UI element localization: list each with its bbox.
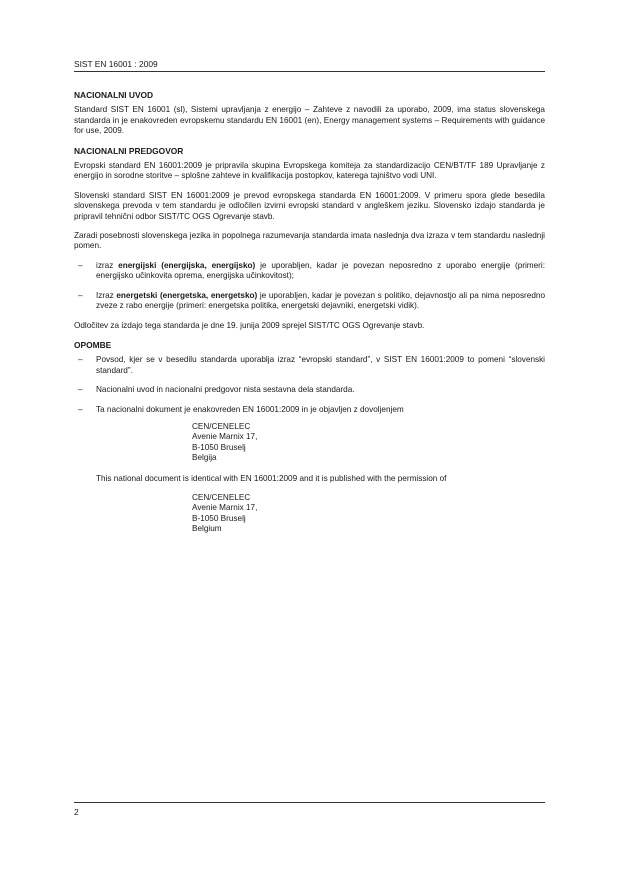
- dash-bullet: –: [78, 260, 83, 270]
- address-line: Avenie Marnix 17,: [192, 432, 258, 442]
- term-energetski: energetski (energetska, energetsko): [116, 290, 258, 300]
- note-english: This national document is identical with EN 16001:2009 and it is published with the permission of: [96, 473, 447, 483]
- address-line: CEN/CENELEC: [192, 492, 251, 502]
- predgovor-paragraph-2: Slovenski standard SIST EN 16001:2009 je prevod evropskega standarda EN 16001:2009. V primeru spora glede besedila slovenskega prevoda v tem standardu je odločilen izvirni evropski standard v angleškem jeziku. Slovensko izdajo standarda je pripravil tehnični odbor SIST/TC OGS Ogrevanje stavb.: [74, 190, 545, 221]
- notes-list: [74, 355, 545, 415]
- page-footer: [74, 802, 545, 817]
- address-line: B-1050 Bruselj: [192, 513, 246, 523]
- list-item: – izraz energijski (energijska, energijsko) je uporabljen, kadar je povezan neposredno z uporabo energije (primeri: energijsko učinkovita oprema, energijska učinkovitost);: [78, 260, 546, 281]
- page-number: 2: [74, 807, 79, 817]
- dash-bullet: –: [78, 385, 83, 395]
- dash-bullet: –: [78, 355, 83, 365]
- term-energijski: energijski (energijska, energijsko): [118, 260, 256, 270]
- address-line: Avenie Marnix 17,: [192, 503, 258, 513]
- heading-opombe: OPOMBE: [74, 339, 112, 350]
- terms-list: [74, 261, 545, 312]
- list-item: – Ta nacionalni dokument je enakovreden EN 16001:2009 in je objavljen z dovoljenjem: [78, 404, 404, 414]
- header-title: SIST EN 16001 : 2009: [74, 59, 158, 69]
- list-item: – Povsod, kjer se v besedilu standarda uporablja izraz “evropski standard”, v SIST EN 16001:2009 to pomeni “slovenski standard”.: [78, 355, 545, 375]
- section-nacionalni-predgovor: [74, 146, 545, 331]
- page-header: [74, 59, 545, 72]
- dash-bullet: –: [78, 404, 83, 414]
- heading-nacionalni-predgovor: NACIONALNI PREDGOVOR: [74, 145, 184, 156]
- address-line: Belgium: [192, 524, 222, 534]
- uvod-paragraph: Standard SIST EN 16001 (sl), Sistemi upravljanja z energijo – Zahteve z navodili za uporabo, 2009, ima status slovenskega standarda in je enakovreden evropskemu standardu EN 16001 (en), Energy management systems – Requirements with guidance for use, 2009.: [74, 105, 545, 136]
- address-line: Belgija: [192, 453, 217, 463]
- list-item: – Izraz energetski (energetska, energetsko) je uporabljen, kadar je povezan s politiko, dejavnostjo ali pa nima neposredno zveze z rabo energije (primeri: energetska politika, energetski dejavniki, energetski vidik).: [78, 290, 545, 311]
- address-line: CEN/CENELEC: [192, 421, 251, 431]
- predgovor-paragraph-1: Evropski standard EN 16001:2009 je pripravila skupina Evropskega komiteja za standardizacijo CEN/BT/TF 189 Upravljanje z energijo in sorodne storitve – splošne zahteve in kvalifikacija postopkov, katerega tajništvo vodi UNI.: [74, 161, 545, 181]
- list-item: – Nacionalni uvod in nacionalni predgovor nista sestavna dela standarda.: [78, 385, 355, 395]
- dash-bullet: –: [78, 290, 83, 300]
- address-english: [192, 493, 545, 535]
- heading-nacionalni-uvod: NACIONALNI UVOD: [74, 90, 154, 100]
- predgovor-paragraph-3: Zaradi posebnosti slovenskega jezika in popolnega razumevanja standarda imata naslednja dva izraza v tem standardu naslednji pomen.: [74, 231, 545, 251]
- address-slovenian: [192, 422, 545, 464]
- section-nacionalni-uvod: [74, 90, 545, 137]
- address-line: B-1050 Bruselj: [192, 442, 246, 452]
- predgovor-paragraph-4: Odločitev za izdajo tega standarda je dne 19. junija 2009 sprejel SIST/TC OGS Ogrevanje stavb.: [74, 320, 425, 330]
- section-opombe: [74, 340, 545, 535]
- page-content: [74, 90, 545, 545]
